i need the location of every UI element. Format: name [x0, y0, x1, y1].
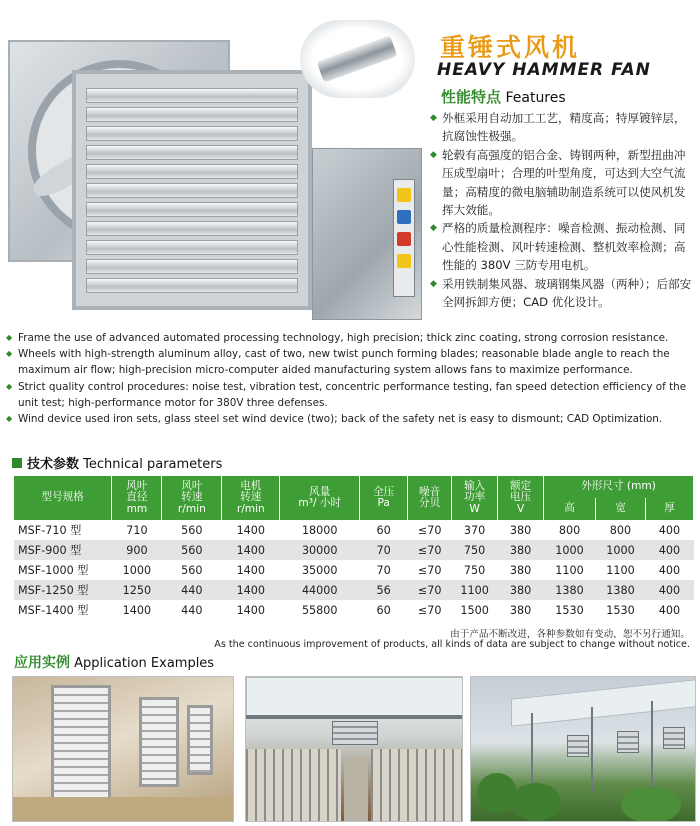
cell-blade-speed: 440 — [162, 600, 222, 620]
cell-depth: 400 — [645, 560, 693, 580]
app-examples-heading — [14, 652, 214, 672]
cell-depth: 400 — [645, 520, 693, 540]
cell-motor-speed: 1400 — [222, 540, 280, 560]
cell-power: 750 — [452, 560, 498, 580]
cell-noise: ≤70 — [408, 600, 452, 620]
hammer-handle-closeup-image — [300, 20, 415, 98]
cell-blade-speed: 560 — [162, 540, 222, 560]
cell-motor-speed: 1400 — [222, 520, 280, 540]
product-images — [0, 0, 420, 325]
cell-airflow: 44000 — [280, 580, 360, 600]
feature-item-en: ◆ Strict quality control procedures: noise test, vibration test, concentric performance testing, fan speed detection efficiency of the unit test; high-performance motor for 380V three defenses. — [6, 379, 696, 411]
cell-height: 1530 — [544, 600, 596, 620]
table-row — [14, 580, 694, 600]
col-header-motor-speed: 电机 转速 r/min — [222, 476, 280, 520]
app-examples-heading-en: Application Examples — [74, 656, 215, 671]
cell-model: MSF-1400 型 — [14, 600, 112, 620]
cell-pressure: 56 — [360, 580, 408, 600]
cell-voltage: 380 — [498, 580, 544, 600]
cell-depth: 400 — [645, 540, 693, 560]
cell-height: 1000 — [544, 540, 596, 560]
col-header-noise: 噪音 分贝 — [408, 476, 452, 520]
cell-height: 1100 — [544, 560, 596, 580]
cell-width: 1100 — [596, 560, 646, 580]
cell-power: 1100 — [452, 580, 498, 600]
feature-item-en: ◆ Wheels with high-strength aluminum alloy, cast of two, new twist punch forming blades; reasonable blade angle to reach the maximum air flow; high-precision micro-computer aided manufacturing system allows fans to maximize performance. — [6, 346, 696, 378]
feature-item-cn: ◆ 轮毂有高强度的铝合金、铸钢两种，新型扭曲冲压成型扇叶；合理的叶型角度，可达到大空气流量；高精度的微电脑辅助制造系统可以使风机发挥大效能。 — [430, 146, 695, 220]
col-header-blade-diameter: 风叶 直径 mm — [112, 476, 162, 520]
cell-pressure: 60 — [360, 600, 408, 620]
features-list-cn — [430, 109, 695, 311]
features-heading-en: Features — [505, 90, 566, 106]
application-photo-greenhouse — [470, 676, 696, 822]
fan-side-detail-image — [312, 148, 422, 320]
feature-item-cn: ◆ 采用铁制集风器、玻璃钢集风器（两种）；后部安全网拆卸方便；CAD 优化设计。 — [430, 275, 695, 312]
feature-item-en: ◆ Frame the use of advanced automated processing technology, high precision; thick zinc coating, strong corrosion resistance. — [6, 330, 696, 346]
cell-model: MSF-900 型 — [14, 540, 112, 560]
cell-power: 750 — [452, 540, 498, 560]
cell-height: 800 — [544, 520, 596, 540]
cell-model: MSF-1000 型 — [14, 560, 112, 580]
cell-blade-diameter: 900 — [112, 540, 162, 560]
cell-noise: ≤70 — [408, 560, 452, 580]
cell-noise: ≤70 — [408, 520, 452, 540]
cell-pressure: 70 — [360, 540, 408, 560]
application-photo-poultry-house — [245, 676, 463, 822]
cell-pressure: 70 — [360, 560, 408, 580]
cell-model: MSF-1250 型 — [14, 580, 112, 600]
cell-model: MSF-710 型 — [14, 520, 112, 540]
table-row — [14, 560, 694, 580]
warning-label-icon — [393, 179, 415, 297]
table-row — [14, 520, 694, 540]
app-examples-heading-cn: 应用实例 — [14, 655, 70, 671]
change-notice-cn: 由于产品不断改进，各种参数如有变动，恕不另行通知。 — [450, 629, 690, 640]
cell-width: 1530 — [596, 600, 646, 620]
cell-height: 1380 — [544, 580, 596, 600]
cell-power: 1500 — [452, 600, 498, 620]
cell-motor-speed: 1400 — [222, 560, 280, 580]
table-row — [14, 600, 694, 620]
cell-width: 1000 — [596, 540, 646, 560]
cell-blade-diameter: 710 — [112, 520, 162, 540]
change-notice-en: As the continuous improvement of products, all kinds of data are subject to change without notice. — [214, 639, 690, 650]
cell-blade-speed: 560 — [162, 560, 222, 580]
feature-item-en: ◆ Wind device used iron sets, glass steel set wind device (two); back of the safety net is easy to dismount; CAD Optimization. — [6, 411, 696, 427]
col-header-dimensions: 外形尺寸 (mm) — [544, 476, 694, 498]
cell-motor-speed: 1400 — [222, 580, 280, 600]
cell-airflow: 18000 — [280, 520, 360, 540]
cell-blade-speed: 440 — [162, 580, 222, 600]
col-header-pressure: 全压 Pa — [360, 476, 408, 520]
col-header-voltage: 额定 电压 V — [498, 476, 544, 520]
product-title-en: HEAVY HAMMER FAN — [437, 60, 651, 80]
cell-depth: 400 — [645, 580, 693, 600]
cell-noise: ≤70 — [408, 540, 452, 560]
cell-voltage: 380 — [498, 560, 544, 580]
tech-params-heading-cn: 技术参数 — [27, 457, 80, 472]
features-list-en — [6, 330, 696, 427]
fan-shutter-image — [72, 70, 312, 310]
col-header-airflow: 风量 m³/ 小时 — [280, 476, 360, 520]
cell-motor-speed: 1400 — [222, 600, 280, 620]
col-header-model: 型号规格 — [14, 476, 112, 520]
col-header-height: 高 — [544, 498, 596, 520]
col-header-power: 输入 功率 W — [452, 476, 498, 520]
cell-blade-diameter: 1250 — [112, 580, 162, 600]
cell-airflow: 30000 — [280, 540, 360, 560]
col-header-depth: 厚 — [645, 498, 693, 520]
tech-params-heading-en: Technical parameters — [83, 457, 223, 472]
tech-params-heading — [12, 453, 222, 472]
cell-pressure: 60 — [360, 520, 408, 540]
cell-depth: 400 — [645, 600, 693, 620]
cell-airflow: 55800 — [280, 600, 360, 620]
cell-voltage: 380 — [498, 540, 544, 560]
application-photo-barn-wall — [12, 676, 234, 822]
cell-voltage: 380 — [498, 520, 544, 540]
table-row — [14, 540, 694, 560]
tech-params-table — [14, 476, 694, 620]
cell-width: 800 — [596, 520, 646, 540]
cell-blade-diameter: 1400 — [112, 600, 162, 620]
col-header-width: 宽 — [596, 498, 646, 520]
cell-width: 1380 — [596, 580, 646, 600]
feature-item-cn: ◆ 严格的质量检测程序：噪音检测、振动检测、同心性能检测、风叶转速检测、整机效率检测；高性能的 380V 三防专用电机。 — [430, 219, 695, 274]
features-heading-cn: 性能特点 — [441, 88, 502, 106]
cell-voltage: 380 — [498, 600, 544, 620]
feature-item-cn: ◆ 外框采用自动加工工艺，精度高；特厚镀锌层，抗腐蚀性极强。 — [430, 109, 695, 146]
square-bullet-icon — [12, 458, 22, 468]
cell-noise: ≤70 — [408, 580, 452, 600]
tech-params-body — [14, 520, 694, 620]
features-heading — [441, 86, 566, 107]
cell-blade-speed: 560 — [162, 520, 222, 540]
cell-blade-diameter: 1000 — [112, 560, 162, 580]
col-header-blade-speed: 风叶 转速 r/min — [162, 476, 222, 520]
cell-power: 370 — [452, 520, 498, 540]
product-title-cn: 重锤式风机 — [440, 33, 581, 62]
cell-airflow: 35000 — [280, 560, 360, 580]
